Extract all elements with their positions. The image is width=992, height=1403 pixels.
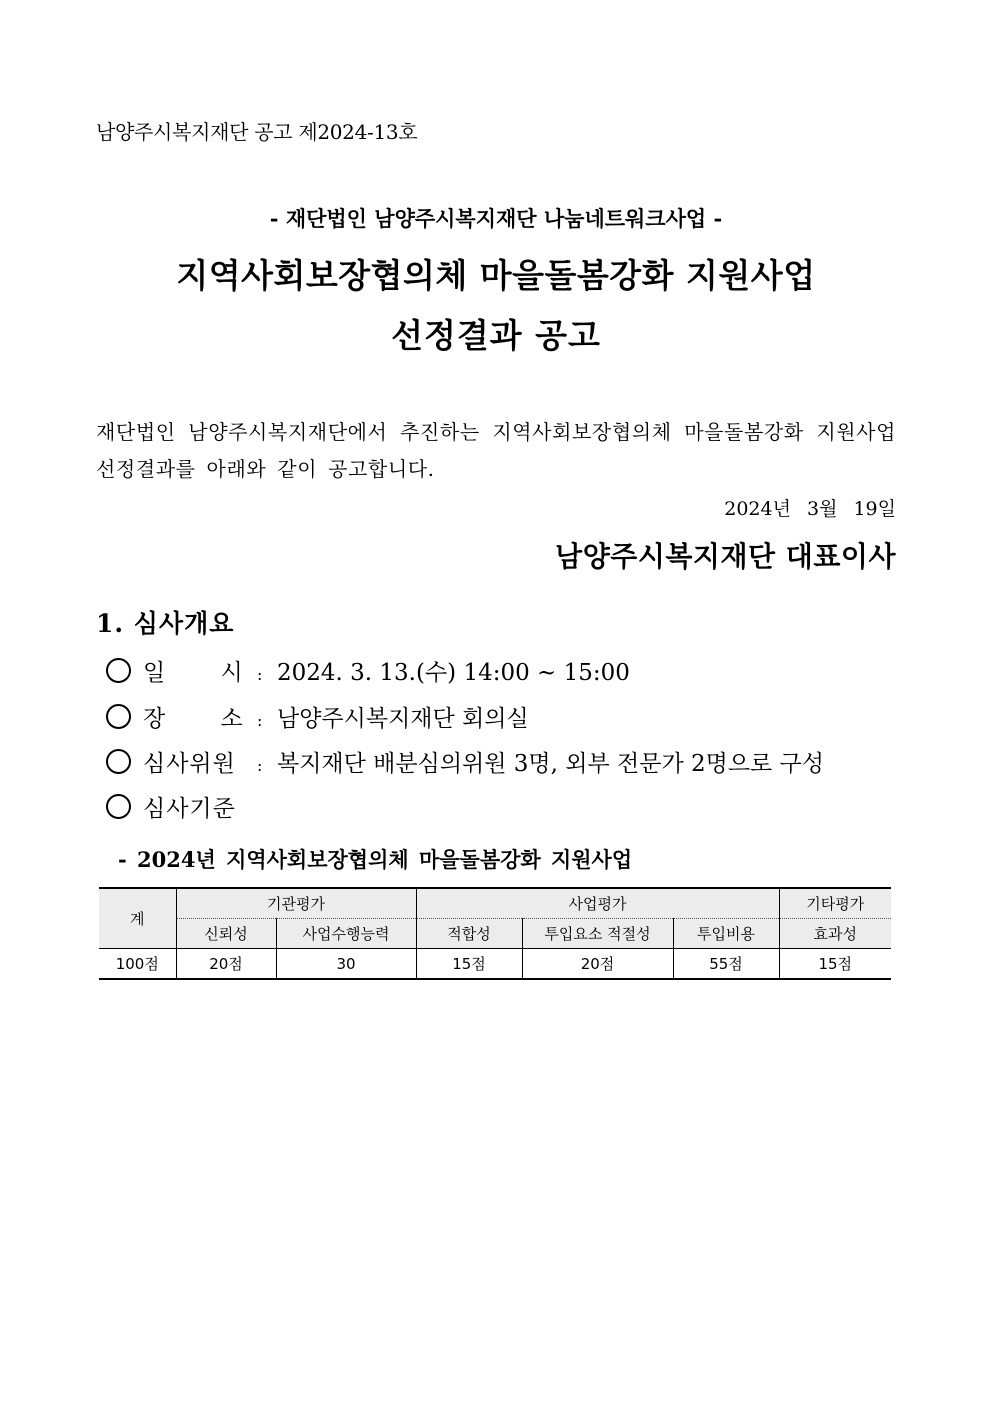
table-total-header: 계 [99, 888, 176, 949]
section-heading: 1. 심사개요 [96, 609, 235, 638]
notice-date: 2024년 3월 19일 [724, 498, 896, 520]
notice-subtitle: - 재단법인 남양주시복지재단 나눔네트워크사업 - [269, 206, 723, 231]
table-column-header: 효과성 [779, 919, 891, 949]
table-cell: 55점 [673, 949, 779, 980]
table-cell: 20점 [176, 949, 276, 980]
notice-number: 남양주시복지재단 공고 제2024-13호 [96, 120, 418, 144]
table-column-header: 투입비용 [673, 919, 779, 949]
table-group-header: 사업평가 [416, 888, 779, 919]
item-separator: : [257, 711, 263, 730]
item-value: 남양주시복지재단 회의실 [277, 706, 529, 732]
table-column-header: 투입요소 적절성 [522, 919, 673, 949]
overview-item-datetime [106, 654, 630, 687]
table-column-header: 적합성 [416, 919, 522, 949]
overview-item-place [106, 700, 529, 733]
item-label: 일 시 [143, 660, 244, 686]
item-label: 심사위원 [143, 751, 236, 777]
notice-title-line2: 선정결과 공고 [391, 316, 601, 355]
table-cell: 30 [276, 949, 416, 980]
circle-bullet-icon [106, 794, 131, 819]
table-cell: 100점 [99, 949, 176, 980]
item-label: 장 소 [143, 706, 244, 732]
table-column-header: 신뢰성 [176, 919, 276, 949]
item-value: 복지재단 배분심의위원 3명, 외부 전문가 2명으로 구성 [277, 751, 825, 777]
circle-bullet-icon [106, 704, 131, 729]
intro-paragraph: 재단법인 남양주시복지재단에서 추진하는 지역사회보장협의체 마을돌봄강화 지원사업 선정결과를 아래와 같이 공고합니다. [96, 420, 896, 481]
criteria-table [99, 887, 891, 980]
table-cell: 20점 [522, 949, 673, 980]
table-cell: 15점 [416, 949, 522, 980]
table-group-header: 기관평가 [176, 888, 416, 919]
table-column-header: 사업수행능력 [276, 919, 416, 949]
signer: 남양주시복지재단 대표이사 [555, 540, 896, 573]
overview-item-committee [106, 745, 824, 778]
circle-bullet-icon [106, 658, 131, 683]
item-separator: : [257, 665, 263, 684]
item-separator: : [257, 756, 263, 775]
item-value: 2024. 3. 13.(수) 14:00 ~ 15:00 [277, 660, 630, 686]
overview-item-criteria [106, 790, 257, 823]
criteria-heading: - 2024년 지역사회보장협의체 마을돌봄강화 지원사업 [118, 847, 633, 872]
item-label: 심사기준 [143, 796, 236, 822]
table-group-header: 기타평가 [779, 888, 891, 919]
notice-title-line1: 지역사회보장협의체 마을돌봄강화 지원사업 [176, 256, 816, 295]
circle-bullet-icon [106, 749, 131, 774]
table-row [99, 949, 891, 980]
table-cell: 15점 [779, 949, 891, 980]
